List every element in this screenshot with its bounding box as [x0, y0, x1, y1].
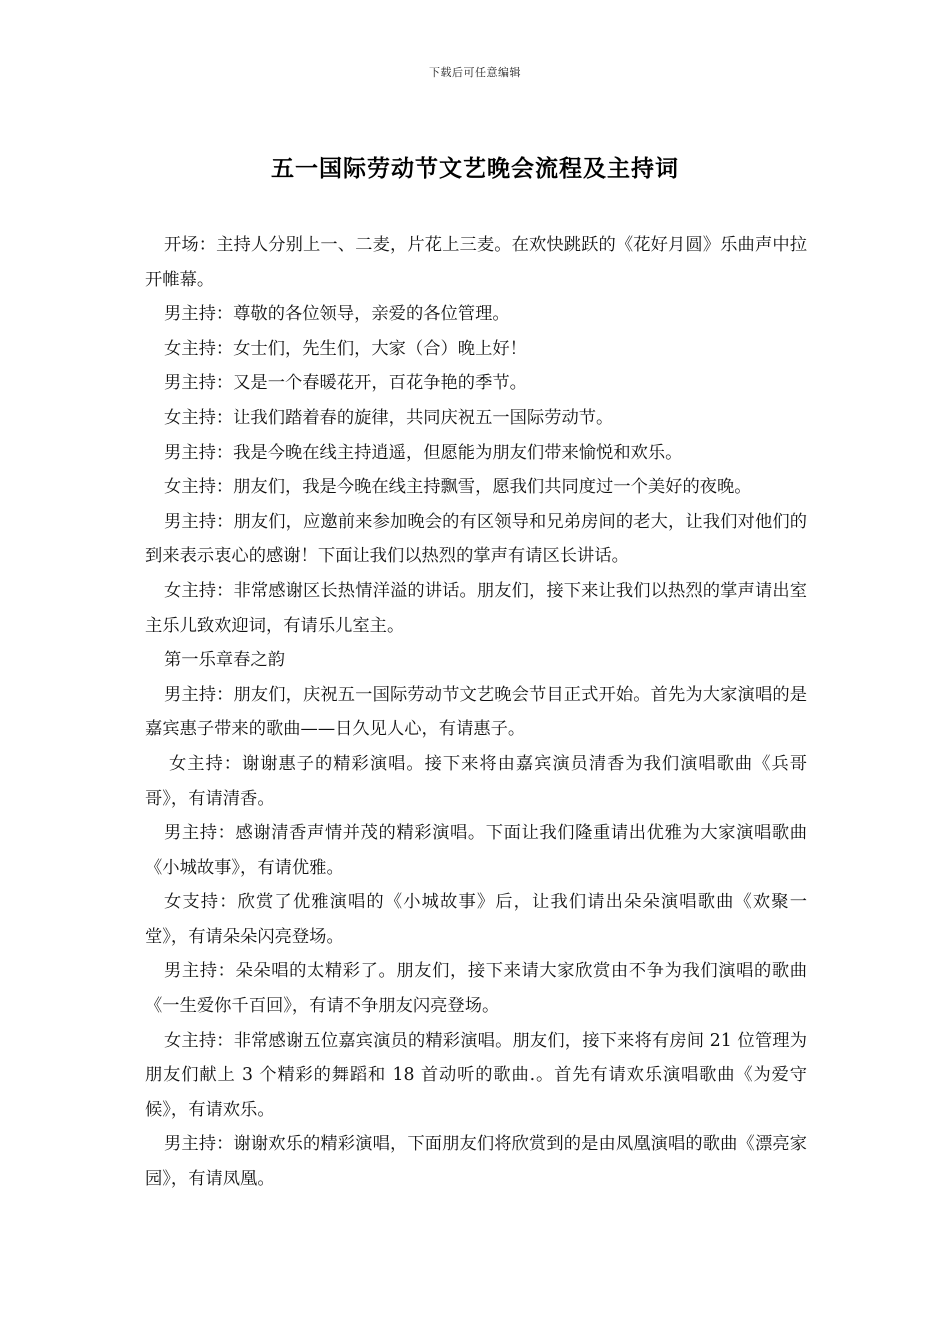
paragraph-male-host-line: 男主持：我是今晚在线主持逍遥，但愿能为朋友们带来愉悦和欢乐。 — [164, 442, 683, 463]
paragraph-female-host-line: 女支持：欣赏了优雅演唱的《小城故事》后，让我们请出朵朵演唱歌曲《欢聚一堂》，有请朵朵闪亮登场。 — [145, 892, 807, 947]
paragraph-male-host-line: 男主持：尊敬的各位领导，亲爱的各位管理。 — [164, 304, 510, 325]
paragraph-male-host-line: 男主持：朋友们，庆祝五一国际劳动节文艺晚会节目正式开始。首先为大家演唱的是嘉宾惠子带来的歌曲——日久见人心，有请惠子。 — [145, 684, 807, 740]
paragraph-male-host-line: 男主持：又是一个春暖花开，百花争艳的季节。 — [164, 373, 527, 394]
paragraph-male-host-line: 男主持：谢谢欢乐的精彩演唱，下面朋友们将欣赏到的是由凤凰演唱的歌曲《漂亮家园》，有请凤凰。 — [145, 1134, 807, 1190]
section-heading: 第一乐章春之韵 — [164, 650, 285, 671]
paragraph-female-host-line: 女主持：让我们踏着春的旋律，共同庆祝五一国际劳动节。 — [164, 407, 614, 428]
paragraph-female-host-line: 女主持：非常感谢五位嘉宾演员的精彩演唱。朋友们，接下来将有房间 21 位管理为朋友们献上 3 个精彩的舞蹈和 18 首动听的歌曲.。首先有请欢乐演唱歌曲《为爱守候》，有请欢乐。 — [145, 1030, 807, 1120]
paragraph-male-host-line: 男主持：朵朵唱的太精彩了。朋友们，接下来请大家欣赏由不争为我们演唱的歌曲《一生爱你千百回》，有请不争朋友闪亮登场。 — [145, 961, 807, 1017]
paragraph-female-host-line: 女主持：非常感谢区长热情洋溢的讲话。朋友们，接下来让我们以热烈的掌声请出室主乐儿致欢迎词，有请乐儿室主。 — [145, 580, 807, 636]
document-title: 五一国际劳动节文艺晚会流程及主持词 — [271, 155, 679, 182]
paragraph-female-host-line: 女主持：朋友们，我是今晚在线主持飘雪，愿我们共同度过一个美好的夜晚。 — [164, 477, 752, 498]
paragraph-female-host-line: 女主持：女士们，先生们，大家（合）晚上好！ — [164, 338, 527, 359]
paragraph-male-host-line: 男主持：朋友们，应邀前来参加晚会的有区领导和兄弟房间的老大，让我们对他们的到来表示衷心的感谢！下面让我们以热烈的掌声有请区长讲话。 — [145, 511, 807, 567]
document-body — [145, 228, 807, 1197]
paragraph-male-host-line: 男主持：感谢清香声情并茂的精彩演唱。下面让我们隆重请出优雅为大家演唱歌曲《小城故事》，有请优雅。 — [145, 823, 807, 878]
paragraph-female-host-line: 女主持：谢谢惠子的精彩演唱。接下来将由嘉宾演员清香为我们演唱歌曲《兵哥哥》，有请清香。 — [145, 753, 807, 809]
paragraph-opening: 开场：主持人分别上一、二麦，片花上三麦。在欢快跳跃的《花好月圆》乐曲声中拉开帷幕。 — [145, 235, 807, 290]
header-note: 下载后可任意编辑 — [429, 66, 521, 79]
